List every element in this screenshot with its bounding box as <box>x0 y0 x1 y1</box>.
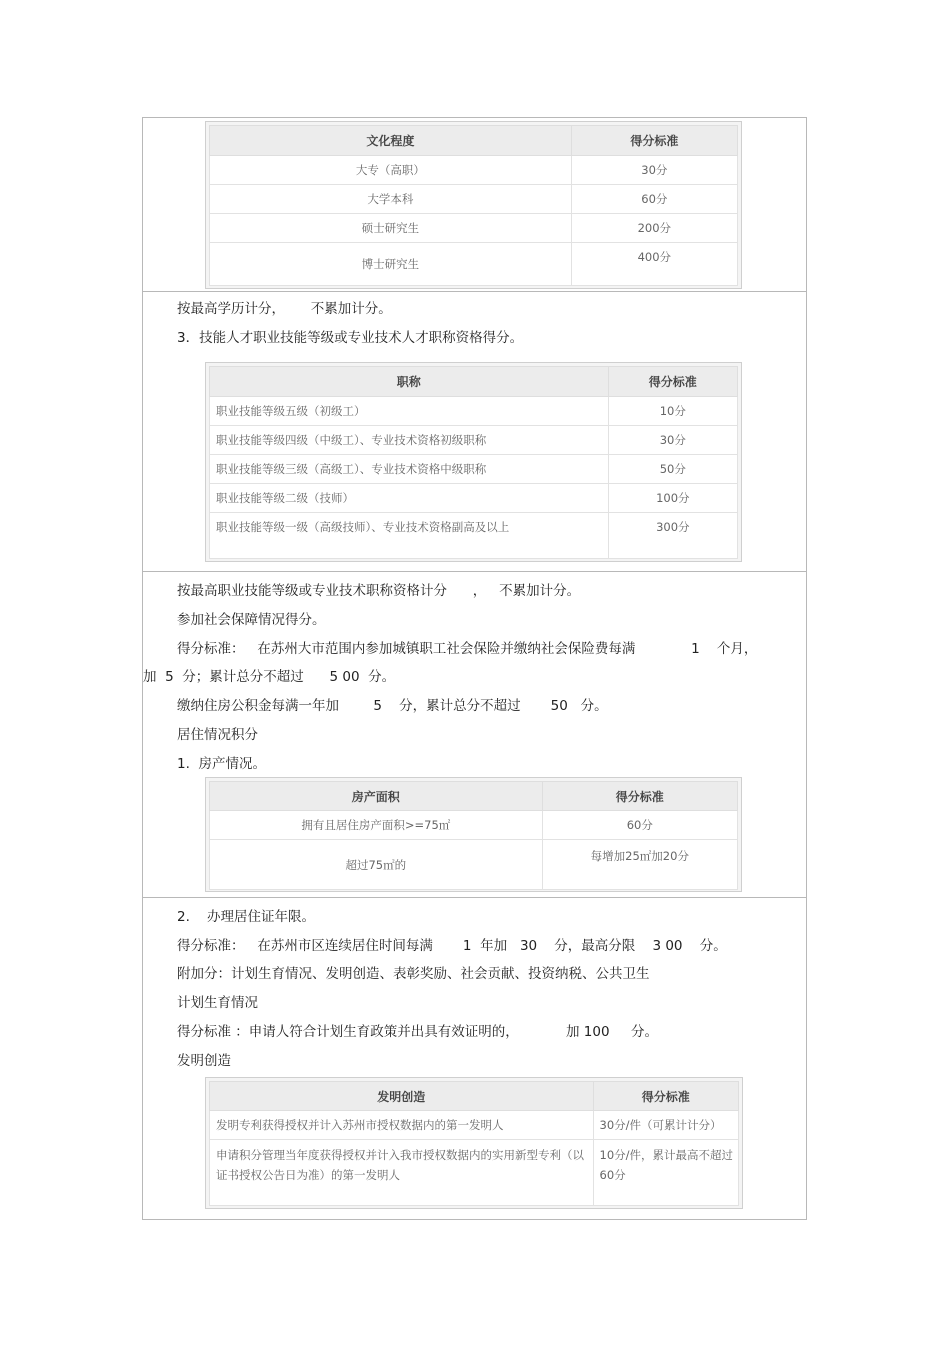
column-header: 发明创造 <box>210 1082 594 1111</box>
table-row <box>210 811 738 840</box>
table-row <box>210 185 738 214</box>
section-heading: 参加社会保障情况得分。 <box>177 612 326 628</box>
housing-score-table <box>205 777 742 892</box>
column-header: 得分标准 <box>542 782 737 811</box>
table-cell: 职业技能等级四级（中级工）、专业技术资格初级职称 <box>210 426 609 455</box>
table-cell: 300分 <box>608 513 737 559</box>
column-header: 文化程度 <box>210 126 572 156</box>
divider <box>142 571 807 572</box>
paragraph: 附加分：计划生育情况、发明创造、表彰奖励、社会贡献、投资纳税、公共卫生 <box>177 966 650 982</box>
table-row <box>210 156 738 185</box>
table-cell: 硕士研究生 <box>210 214 572 243</box>
table-cell: 30分/件（可累计计分） <box>593 1111 738 1140</box>
paragraph: 加 5 分；累计总分不超过 5 00 分。 <box>143 669 396 685</box>
section-heading: 计划生育情况 <box>177 995 258 1011</box>
table-cell: 10分/件，累计最高不超过60分 <box>593 1140 738 1206</box>
table-cell: 大学本科 <box>210 185 572 214</box>
table-cell: 30分 <box>571 156 737 185</box>
table-row <box>210 397 738 426</box>
divider <box>142 117 807 118</box>
paragraph: 按最高职业技能等级或专业技术职称资格计分 ， 不累加计分。 <box>177 583 581 599</box>
column-header: 房产面积 <box>210 782 543 811</box>
table-cell: 10分 <box>608 397 737 426</box>
table-cell: 博士研究生 <box>210 243 572 286</box>
education-score-table <box>205 121 742 289</box>
table-row <box>210 1111 739 1140</box>
table-row <box>210 513 738 559</box>
section-heading: 1. 房产情况。 <box>177 756 266 772</box>
table-row <box>210 840 738 890</box>
table-cell: 超过75㎡的 <box>210 840 543 890</box>
table-cell: 职业技能等级三级（高级工）、专业技术资格中级职称 <box>210 455 609 484</box>
table-cell: 职业技能等级一级（高级技师）、专业技术资格副高及以上 <box>210 513 609 559</box>
invention-score-table <box>205 1077 743 1209</box>
column-header: 得分标准 <box>593 1082 738 1111</box>
table-cell: 100分 <box>608 484 737 513</box>
paragraph: 按最高学历计分， 不累加计分。 <box>177 301 392 317</box>
table-cell: 60分 <box>542 811 737 840</box>
table-cell: 职业技能等级五级（初级工） <box>210 397 609 426</box>
column-header: 得分标准 <box>608 367 737 397</box>
paragraph: 得分标准 ：申请人符合计划生育政策并出具有效证明的， 加 100 分。 <box>177 1024 659 1040</box>
table-cell: 每增加25㎡加20分 <box>542 840 737 890</box>
table-row <box>210 1140 739 1206</box>
column-header: 职称 <box>210 367 609 397</box>
divider <box>142 291 807 292</box>
table-row <box>210 243 738 286</box>
table-row <box>210 426 738 455</box>
table-cell: 发明专利获得授权并计入苏州市授权数据内的第一发明人 <box>210 1111 594 1140</box>
section-heading: 2. 办理居住证年限。 <box>177 909 316 925</box>
paragraph: 得分标准： 在苏州大市范围内参加城镇职工社会保险并缴纳社会保险费每满 1 个月， <box>177 641 758 657</box>
table-row <box>210 484 738 513</box>
table-cell: 400分 <box>571 243 737 286</box>
paragraph: 得分标准： 在苏州市区连续居住时间每满 1 年加 30 分，最高分限 3 00 分。 <box>177 938 727 954</box>
table-cell: 200分 <box>571 214 737 243</box>
skill-title-score-table <box>205 362 742 562</box>
section-heading: 发明创造 <box>177 1053 231 1069</box>
column-header: 得分标准 <box>571 126 737 156</box>
divider <box>142 1219 807 1220</box>
table-cell: 30分 <box>608 426 737 455</box>
table-cell: 50分 <box>608 455 737 484</box>
table-row <box>210 455 738 484</box>
section-heading: 居住情况积分 <box>177 727 258 743</box>
table-cell: 拥有且居住房产面积>=75㎡ <box>210 811 543 840</box>
paragraph: 缴纳住房公积金每满一年加 5 分，累计总分不超过 50 分。 <box>177 698 608 714</box>
table-cell: 60分 <box>571 185 737 214</box>
table-cell: 大专（高职） <box>210 156 572 185</box>
table-cell: 申请积分管理当年度获得授权并计入我市授权数据内的实用新型专利（以证书授权公告日为准）的第一发明人 <box>210 1140 594 1206</box>
divider <box>142 897 807 898</box>
table-cell: 职业技能等级二级（技师） <box>210 484 609 513</box>
table-row <box>210 214 738 243</box>
section-heading: 3．技能人才职业技能等级或专业技术人才职称资格得分。 <box>177 330 524 346</box>
